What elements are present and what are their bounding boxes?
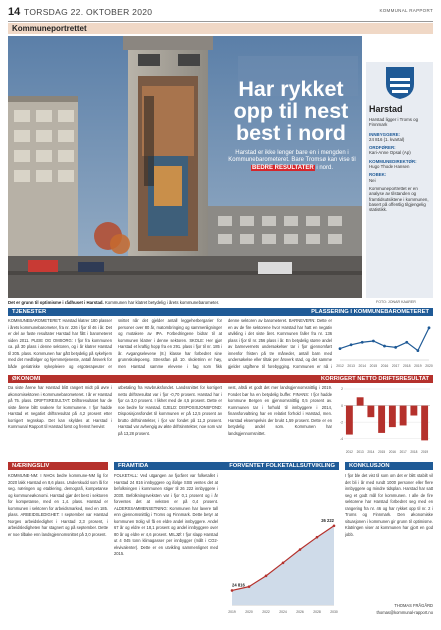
lead-highlight: BEDRE RESULTATER — [251, 164, 314, 171]
rank-point — [372, 340, 375, 343]
pop-data-label: 24 816 — [232, 582, 245, 588]
tjenester-column-3: denne sektoren av barometeret. BARNEVERN: Dette er en av de fire sektorene hvor Harstad har hatt en negativ utvikling i det siste året. Kommunen faller fra nr. 136 plass i fjor til nr. 256 plass i år. En betydelig større andel av barnevernets undersøkelser tar i fjor gjennomført innenfor fristen på tre måneder, antall barn med undersøkelse eller tiltak per årsverk stad, og det samme gjelder utgiftene til forebygging. Kommunen er nå i — [228, 318, 332, 369]
drift-x-tick: 2017 — [399, 450, 407, 454]
drift-bar — [421, 406, 428, 441]
lead-text-end: i nord. — [314, 164, 333, 171]
pop-x-tick: 2020 — [245, 610, 253, 614]
byline-name: THOMAS FRÅGÅRD — [394, 603, 433, 608]
section-bar-naeringsliv — [8, 462, 108, 470]
section-bar-konklusjon — [345, 462, 433, 470]
factbox-subtitle: Harstad ligger i Troms og Finnmark — [369, 117, 419, 128]
pop-point — [282, 562, 285, 565]
tjenester-column-2: snittet når det gjelder antall leggeherbergarier for personer over 80 år, matombringing og sammenligninger og motakere av IPA. Forbedringene bidrar til at kommunen klatrer i denne sektoren. SKOLE: Her gjør Harstad et kraftig hopp fra en 291. plass i fjor til nr. 185 i år. Avgangselevene (8.) klasse har forbedret sine grunnskolepoeng. Stressfan på 10. skoletrinn er høy, men Harstad samme elevene i fag som fikk — [118, 318, 222, 369]
ranking-chart-svg — [336, 318, 433, 370]
rank-x-tick: 2018 — [402, 364, 411, 368]
section-label-okonomi: ØKONOMI — [12, 376, 41, 382]
fact-value-mayor: Kari-Anne Opsal (Ap) — [369, 150, 411, 156]
rank-x-tick: 2012 — [336, 364, 344, 368]
coat-of-arms-icon — [385, 66, 415, 100]
rank-x-tick: 2020 — [425, 364, 433, 368]
drift-bar — [389, 406, 396, 428]
section-label-tjenester: TJENESTER — [12, 309, 47, 315]
drift-x-tick: 2012 — [345, 450, 353, 454]
section-label-naeringsliv: NÆRINGSLIV — [12, 463, 50, 469]
driftsresultat-chart-svg — [336, 385, 433, 455]
framtida-text: FOLKETALL: Ved utgangen av fjoråret var folketallet i Harstad 24 816 innbyggere og ifølge SSB ventes det at befolkningen i kommunen stiger til 26 222 innbyggere i 2030. Befolkningsveksten var i fjor 0,1 prosent og i år forventes det at veksten er på 0,4 prosent. ALDERSSAMMENSETNING: Kommunen har lavere tall enn gjennomsnittlig i Troms og Finnmark. Dette betyr at kommunen trolig vil få en eldre andel innbyggere. Andel 67 år og eldre er 18,1 prosent og andel innbyggere over 80 år og eldre er 4,6 prosent. MILJØ: I fjor slapp Harstad ut 4 045 tonn klimagasser per innbygger (målt i CO2-ekvivalenter). Dette er en utvikling sammenlignet med 2015. — [114, 473, 218, 556]
header-divider — [8, 21, 433, 22]
drift-bar — [346, 406, 353, 435]
section-bar-tjenester — [8, 308, 433, 316]
drift-bar — [410, 406, 417, 416]
okonomi-column-2: utbetaling fra Havbruksfondet. Landssnittet for korrigert netto driftsresultat var i fjor -0,70 prosent. Harstad har i fjor ca 3,0 prosent. I likhet med de 4,5 prosent. Dette er noe bedre for Harstad. GJELD: DISPOSISJONSFOND: Disposisjonsfondet til kommunen er på 12,5 prosent av brutto driftsinntekter, i fjor var fondet på 11,3 prosent. Harstad var avhengig av økte driftsinntekter, noe som var på 13,28 prosent. — [118, 385, 222, 436]
byline-email: thomas@kommunal-rapport.no — [376, 610, 433, 615]
pop-x-tick: 2019 — [228, 610, 236, 614]
section-title-bar — [8, 23, 433, 34]
rank-point — [428, 326, 431, 329]
rank-point — [350, 343, 353, 346]
population-chart-svg — [224, 473, 339, 623]
pop-x-tick: 2030 — [330, 610, 338, 614]
section-bar-okonomi — [8, 375, 433, 383]
fact-label-robek: ROBEK: — [369, 172, 387, 178]
page-number: 14 — [8, 6, 21, 18]
rank-point — [383, 345, 386, 348]
rank-x-tick: 2013 — [347, 364, 355, 368]
drift-y-tick: -2 — [339, 420, 343, 425]
rank-point — [416, 349, 419, 352]
section-bar-framtida — [114, 462, 339, 470]
pop-point — [248, 585, 251, 588]
fact-label-director: KOMMUNEDIREKTØR: — [369, 158, 417, 164]
caption-bold: Det er grunn til optimisme i rådhuset i Harstad. — [8, 300, 104, 305]
driftsresultat-chart — [336, 385, 433, 455]
naeringsliv-text: KOMMUNE-NM: I NHOs bedre kommune-NM lig for 2020 lakk Harstad en 8,6 plass. Underskudd som lå for seg. næringen og etablering, demografi, kompetanse og kommuneøkonomi. Harstad gjør det best i sektoren for kompetanse, med en 1,4. plass. Harstad er kommunen i sektoren for arbeidsmarked, med en 185. plass. ARBEIDSLEDIGHET: I september var Harstad Norges arbeidsledighet i Harstad 2,3 prosent, i arbeidsledigheten har stagnert og på september. Dette er noe tilbake enn landsgjennomsnittet på 3,0 prosent. — [8, 473, 108, 537]
pop-data-label: 26 222 — [321, 517, 334, 523]
drift-y-tick: 2 — [341, 387, 343, 392]
photo-caption — [8, 300, 338, 305]
pop-x-tick: 2022 — [262, 610, 270, 614]
pop-x-tick: 2024 — [279, 610, 287, 614]
rank-x-tick: 2019 — [414, 364, 422, 368]
drift-y-tick: -4 — [339, 436, 343, 441]
okonomi-column-1: Da siste årene har Harstad blitt rangert midt på øvre i økonomisektoren i Kommunebarometeret. I år er Harstad på 75. plass. DRIFTSRESULTAT: Driftsresultatet har de siste årene blitt svakere for kommunene. I fjor hadde Harstad et negativt driftsresultat på 4,2 prosent etter korrigert regnskap. Det kan skyldes at Harstad i Kommunal Rapport til Harstad først og fremst henvist — [8, 385, 112, 429]
pop-point — [316, 536, 319, 539]
pop-point — [231, 589, 234, 592]
pop-area — [232, 526, 334, 605]
pop-point — [265, 575, 268, 578]
ranking-chart — [336, 318, 433, 370]
rank-x-tick: 2016 — [380, 364, 389, 368]
fact-label-population: INNBYGGERE: — [369, 131, 400, 137]
drift-x-tick: 2014 — [367, 450, 375, 454]
factbox-note: Kommuneportrettet er en analyse av tilstanden og framtidsutsiktene i kommunen, basert på offentlig tilgjengelig statistikk. — [369, 185, 429, 213]
drift-bar — [400, 406, 407, 426]
section-title: Kommuneportrettet — [12, 24, 87, 33]
rank-x-tick: 2017 — [391, 364, 400, 368]
drift-bar — [357, 397, 364, 405]
drift-x-tick: 2018 — [410, 450, 418, 454]
caption-text: Kommunen har klatret betydelig i årets kommunebarometer. — [103, 300, 220, 305]
section-label-konklusjon: KONKLUSJON — [349, 463, 390, 469]
drift-bar — [378, 406, 385, 433]
section-right-framtida: FORVENTET FOLKETALLSUTVIKLING — [229, 463, 335, 469]
pop-point — [333, 524, 336, 527]
lead-text: Harstad er ikke lenger bare en i mengden i Kommunebarometeret. Bare Tromsø kan vise til — [228, 150, 356, 164]
factbox-title: Harstad — [369, 104, 403, 114]
section-label-framtida: FRAMTIDA — [118, 463, 149, 469]
article-lead — [226, 150, 358, 172]
drift-y-tick: 0 — [341, 403, 343, 408]
photo-credit: FOTO: JONAR KAARER — [376, 300, 416, 304]
pop-point — [299, 548, 302, 551]
drift-x-tick: 2019 — [421, 450, 429, 454]
rank-point — [339, 347, 342, 350]
drift-x-tick: 2013 — [356, 450, 364, 454]
rank-point — [405, 341, 408, 344]
factbox — [366, 62, 433, 298]
publication-name: KOMMUNAL RAPPORT — [379, 8, 433, 13]
tjenester-column-1: KOMMUNEBAROMETERET: Harstad klatrer 180 plasser i årets kommunebarometer, fra nr. 226 i fjor til 46 i år. Det er del av faste resultater Harstad har fått i barometeret siden 2011. PLEIE OG OMSORG: I fjor fra kommunen ca. på 30 plass i denne sektoren, og i år klatrer Harstad til 205. plass. Kommunen har gått betydelig på sykehjem med det medfølger og hjemmetjeneste, antall årsverk for både geriatriske sykepleiere og ergoterapeuter er — [8, 318, 112, 369]
drift-bar — [367, 406, 374, 418]
rank-x-tick: 2014 — [358, 364, 367, 368]
rank-x-tick: 2015 — [369, 364, 378, 368]
okonomi-column-3: vest, altså et godt det mer landsgjennomsnittlig i 2019. Fondet bør ha en betydelig buffer. FINANS: I fjor hadde kommune Bergen en gjennomsnittlig 0,5 prosent av. Kommunen tar i forhold til innbyggere i 2014, finansforvaltning har en relativt forhold i Harstad, men. Harstad eksempelvis der brukt 1,59 prosent. Dette er en betydelig andel som. Kommunen har landsgjennomsnittet. — [228, 385, 332, 436]
pop-x-tick: 2028 — [313, 610, 321, 614]
section-right-okonomi: KORRIGERT NETTO DRIFTSRESULTAT — [320, 376, 429, 382]
drift-x-tick: 2015 — [378, 450, 386, 454]
fact-value-robek: Nei — [369, 177, 376, 183]
rank-point — [361, 341, 364, 344]
page-date: TORSDAG 22. OKTOBER 2020 — [24, 7, 153, 17]
fact-value-director: Hugo Thode Hansen — [369, 164, 410, 170]
section-right-tjenester: PLASSERING I KOMMUNEBAROMETERET — [311, 309, 429, 315]
article-headline: Har rykket opp til nest best i nord — [233, 77, 349, 145]
population-chart — [224, 473, 339, 623]
fact-label-mayor: ORDFØRER: — [369, 145, 396, 151]
konklusjon-text: I fjor ble det vist til som om det er blitt stabilt vil det bli i år med rundt 1000 personer eller flere innbyggere og mindre tidsplan. Harstad har satt seg et godt mål for kommunen. I alle de fire sektorene har Harstad forbedret seg med en rangering fra nr. 46 og har rykket opp til nr. 2 i Troms og Finnmark. Den økonomiske situasjonen i kommunen gir grunn til optimisme. Klatringen viser at kommunen har gjort en god jobb. — [345, 473, 433, 537]
drift-x-tick: 2016 — [388, 450, 396, 454]
fact-value-population: 24 816 (1. kvartal) — [369, 136, 405, 142]
pop-x-tick: 2026 — [296, 610, 304, 614]
rank-point — [394, 346, 397, 349]
